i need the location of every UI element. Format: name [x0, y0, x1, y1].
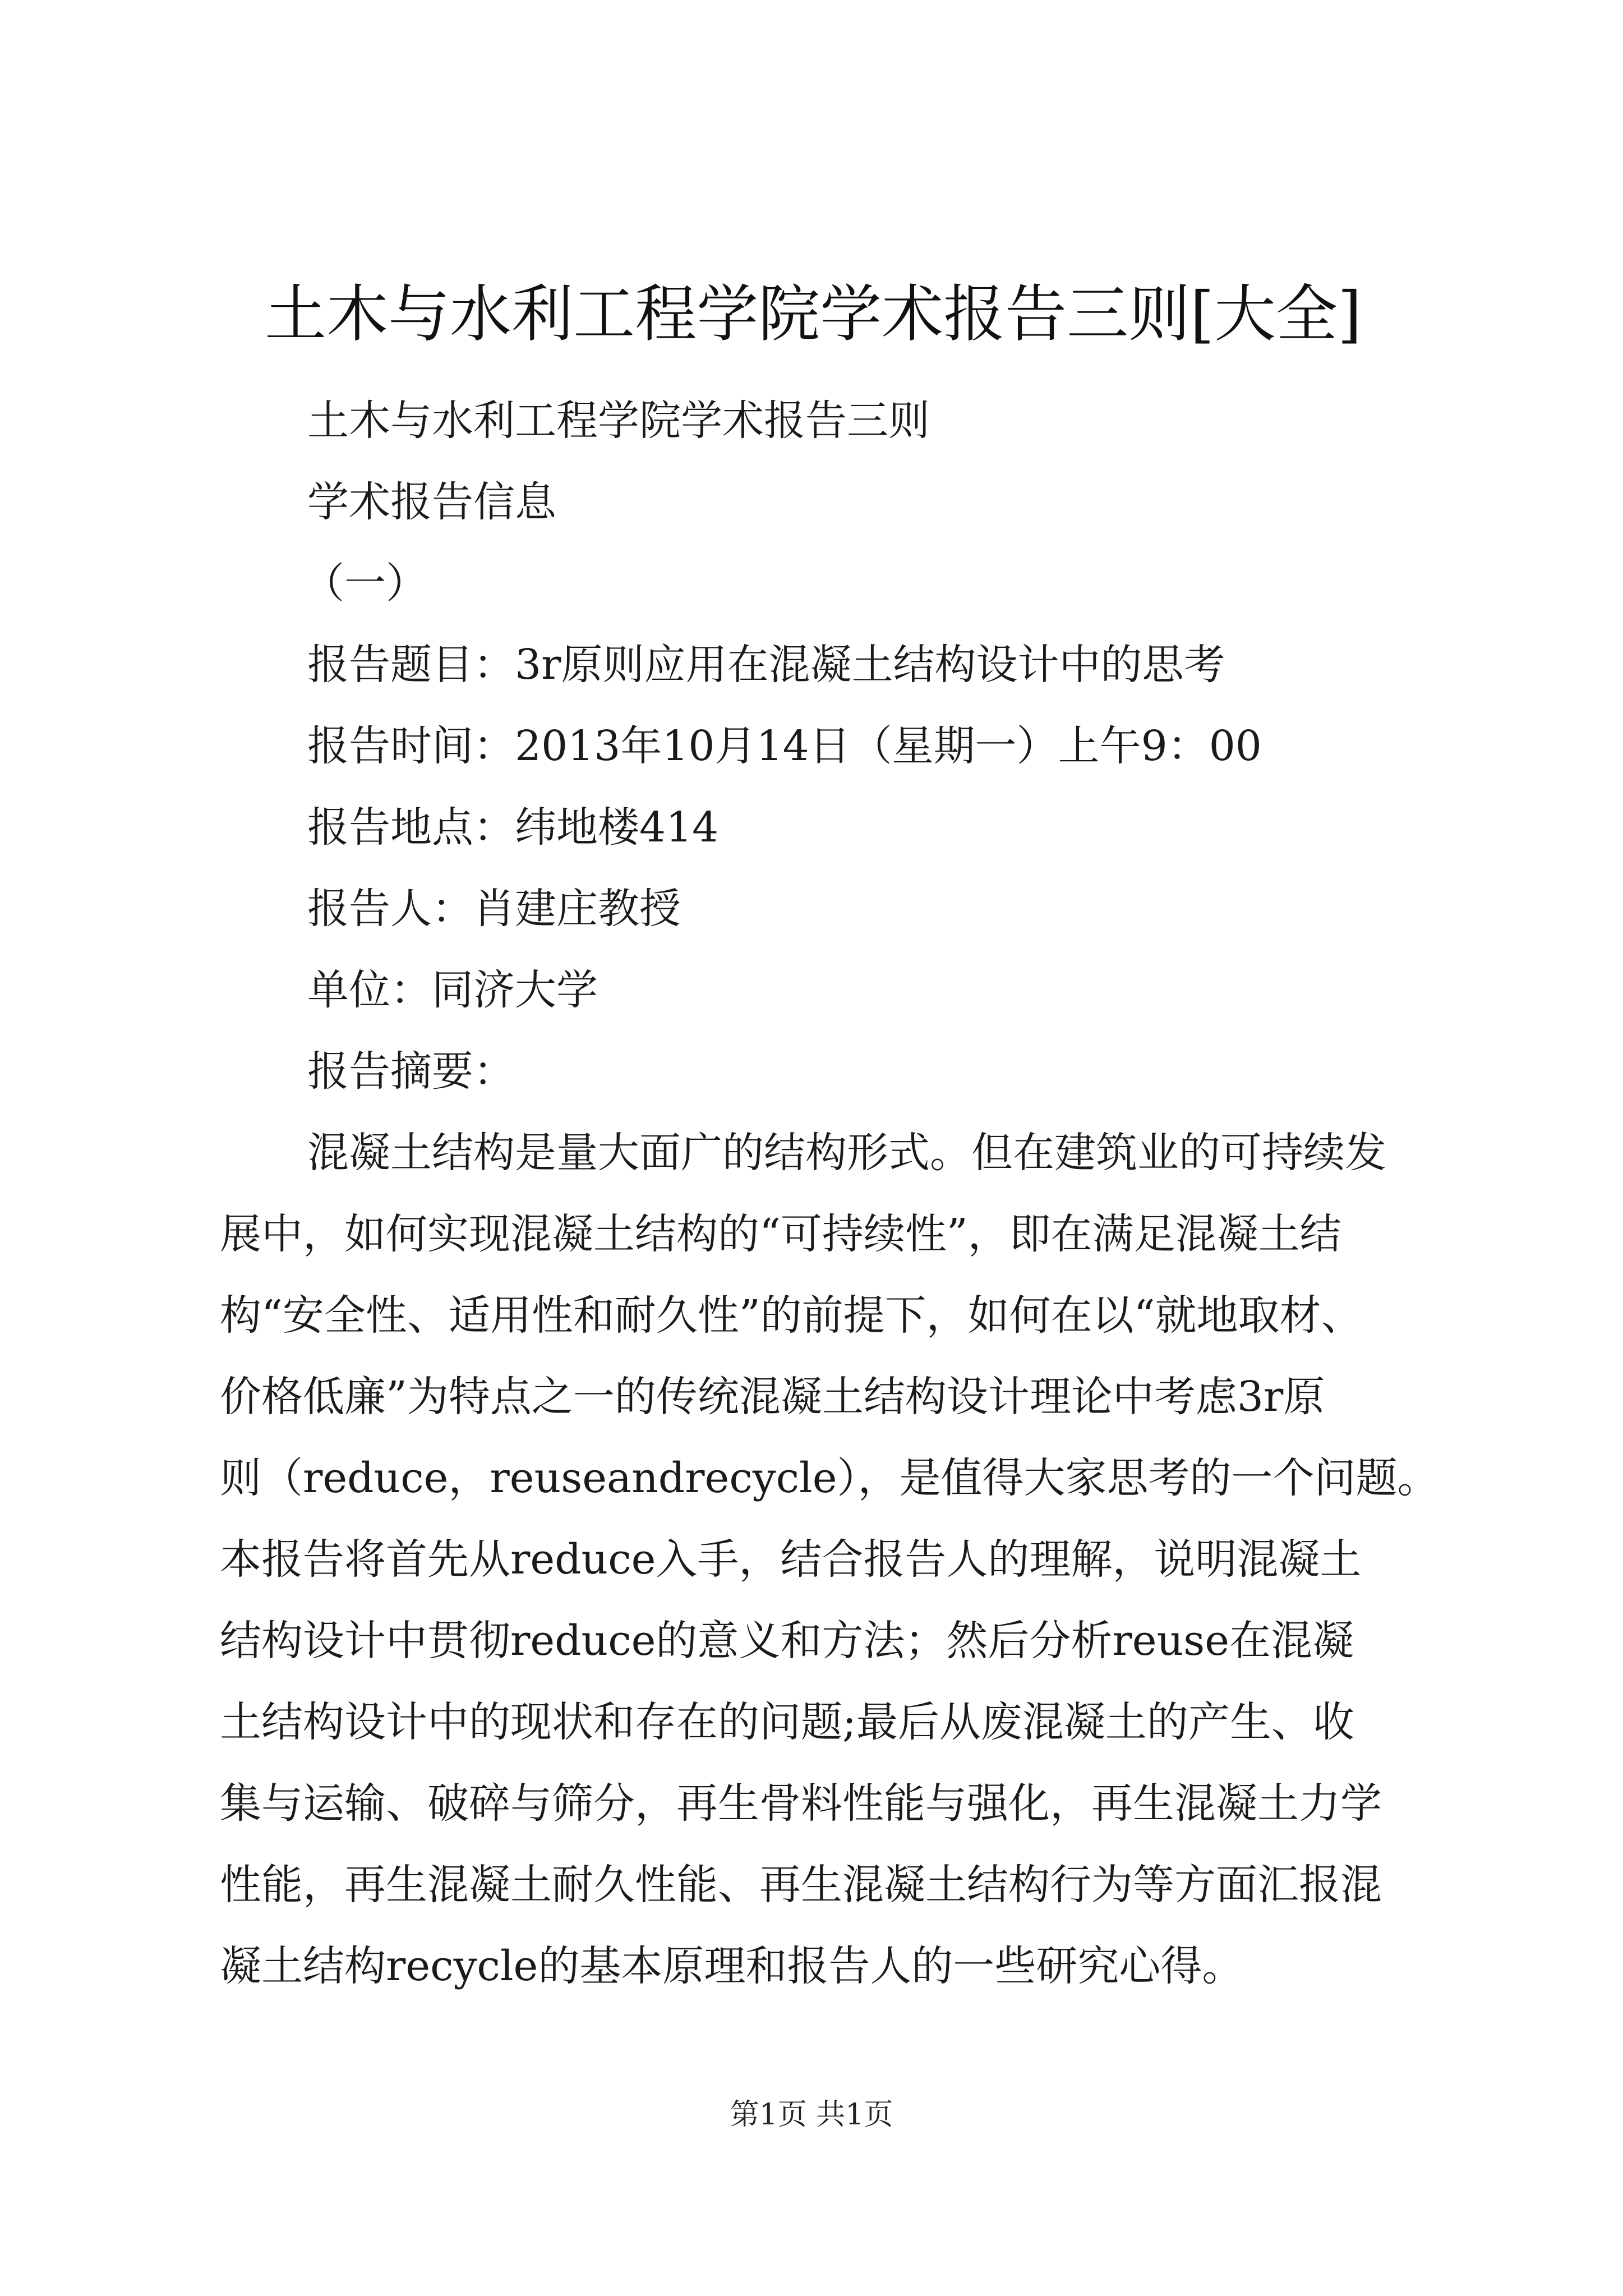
- field-reporter: 报告人：肖建庄教授: [307, 885, 681, 933]
- abstract-line: 性能，再生混凝土耐久性能、再生混凝土结构行为等方面汇报混: [220, 1861, 1382, 1909]
- field-report-topic: 报告题目：3r原则应用在混凝土结构设计中的思考: [307, 641, 1225, 689]
- section-heading: 学术报告信息: [307, 478, 556, 526]
- page-footer: 第1页 共1页: [730, 2098, 893, 2132]
- abstract-line: 展中，如何实现混凝土结构的“可持续性”，即在满足混凝土结: [220, 1210, 1341, 1258]
- abstract-line: 土结构设计中的现状和存在的问题;最后从废混凝土的产生、收: [220, 1698, 1354, 1746]
- field-report-location: 报告地点：纬地楼414: [307, 803, 719, 852]
- abstract-line: 集与运输、破碎与筛分，再生骨料性能与强化，再生混凝土力学: [220, 1779, 1382, 1828]
- field-abstract-label: 报告摘要：: [307, 1047, 515, 1096]
- document-title: 土木与水利工程学院学术报告三则[大全]: [265, 278, 1362, 350]
- abstract-line: 结构设计中贯彻reduce的意义和方法；然后分析reuse在混凝: [220, 1617, 1354, 1665]
- abstract-line: 混凝土结构是量大面广的结构形式。但在建筑业的可持续发: [307, 1129, 1386, 1177]
- field-organization: 单位：同济大学: [307, 966, 598, 1014]
- item-number: （一）: [303, 559, 427, 608]
- abstract-line: 本报告将首先从reduce入手，结合报告人的理解，说明混凝土: [220, 1535, 1362, 1584]
- abstract-line: 则（reduce，reuseandrecycle），是值得大家思考的一个问题。: [220, 1454, 1439, 1502]
- field-report-time: 报告时间：2013年10月14日（星期一）上午9：00: [307, 722, 1262, 770]
- abstract-line: 凝土结构recycle的基本原理和报告人的一些研究心得。: [220, 1942, 1244, 1990]
- abstract-line: 价格低廉”为特点之一的传统混凝土结构设计理论中考虑3r原: [220, 1373, 1325, 1421]
- document-subtitle: 土木与水利工程学院学术报告三则: [307, 397, 930, 445]
- abstract-line: 构“安全性、适用性和耐久性”的前提下，如何在以“就地取材、: [220, 1291, 1363, 1340]
